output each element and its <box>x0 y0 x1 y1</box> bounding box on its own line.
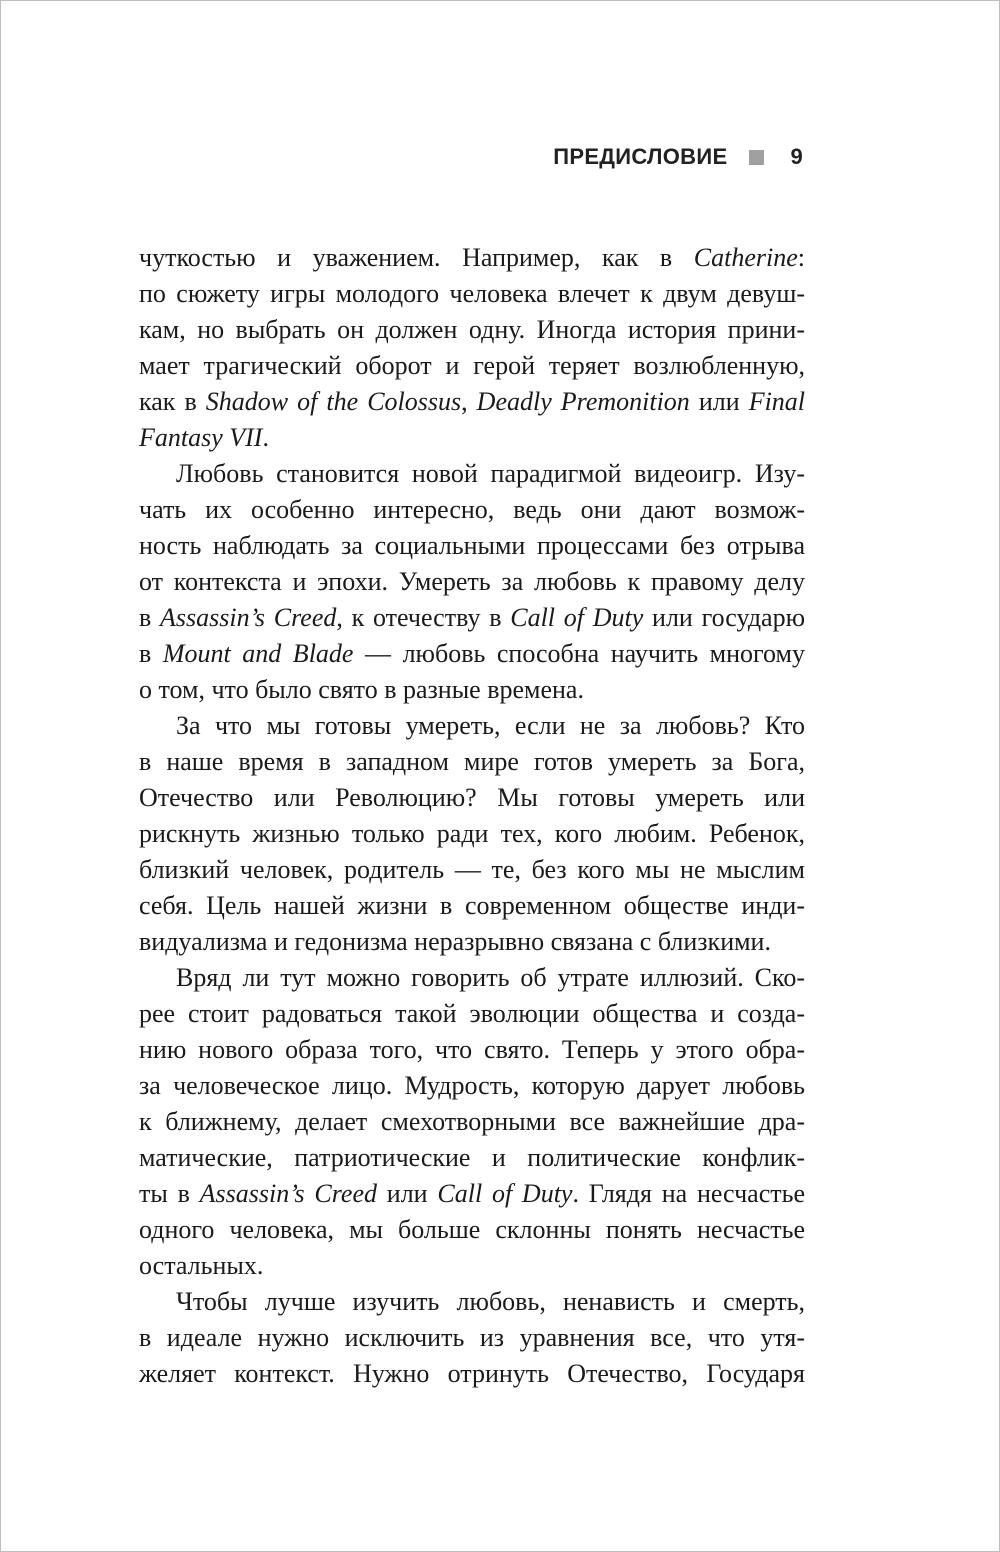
text-line <box>139 240 805 276</box>
italic-title: Fantasy VII <box>139 423 263 452</box>
text-run: Отечество или Революцию? Мы готовы умереть или <box>139 783 805 812</box>
text-line <box>139 996 805 1032</box>
text-run: чать их особенно интересно, ведь они дают возмож- <box>139 495 805 524</box>
text-line <box>139 960 805 996</box>
text-run: ты в <box>139 1179 200 1208</box>
text-line <box>139 1140 805 1176</box>
text-run: в идеале нужно исключить из уравнения все, что утя- <box>139 1323 805 1352</box>
text-run: или <box>689 387 749 416</box>
text-line <box>139 1212 805 1248</box>
text-run: , к отечеству в <box>336 603 511 632</box>
text-line <box>139 852 805 888</box>
text-line <box>139 528 805 564</box>
text-run: или <box>377 1179 438 1208</box>
text-run: одного человека, мы больше склонны понять несчастье <box>139 1215 805 1244</box>
text-line <box>139 636 805 672</box>
italic-title: Mount and Blade <box>162 639 354 668</box>
text-run: рее стоит радоваться такой эволюции общества и созда- <box>139 999 805 1028</box>
italic-title: Catherine <box>693 243 798 272</box>
text-line <box>139 312 805 348</box>
text-run: мает трагический оборот и герой теряет возлюбленную, <box>139 351 805 380</box>
text-line <box>139 672 805 708</box>
text-line <box>139 1032 805 1068</box>
paragraph <box>139 708 805 960</box>
text-line <box>139 348 805 384</box>
text-line <box>139 744 805 780</box>
italic-title: Assassin’s Creed <box>160 603 337 632</box>
text-line <box>139 1248 805 1284</box>
italic-title: Assassin’s Creed <box>199 1179 378 1208</box>
text-run: матические, патриотические и политические конфлик- <box>139 1143 805 1172</box>
text-run: себя. Цель нашей жизни в современном обществе инди- <box>139 891 805 920</box>
text-run: Любовь становится новой парадигмой видеоигр. Изу- <box>176 459 805 488</box>
text-line <box>139 1284 805 1320</box>
text-line <box>139 420 805 456</box>
text-line <box>139 1320 805 1356</box>
running-head <box>553 144 803 170</box>
italic-title: Deadly Premonition <box>476 387 690 416</box>
italic-title: Final <box>748 387 806 416</box>
paragraph <box>139 960 805 1284</box>
text-run: За что мы готовы умереть, если не за любовь? Кто <box>176 711 805 740</box>
text-run: , <box>461 387 477 416</box>
text-run: чуткостью и уважением. Например, как в <box>139 243 694 272</box>
page-number: 9 <box>790 144 803 169</box>
text-run: за человеческое лицо. Мудрость, которую дарует любовь <box>139 1071 805 1100</box>
chapter-title: ПРЕДИСЛОВИЕ <box>553 144 728 169</box>
text-run: остальных. <box>139 1251 264 1280</box>
text-run: : <box>797 243 805 272</box>
text-run: Чтобы лучше изучить любовь, ненависть и смерть, <box>176 1287 805 1316</box>
text-run: о том, что было свято в разные времена. <box>139 675 584 704</box>
text-run: . <box>262 423 269 452</box>
text-run: кам, но выбрать он должен одну. Иногда история прини- <box>139 315 805 344</box>
italic-title: Call of Duty <box>510 603 644 632</box>
paragraph <box>139 1284 805 1392</box>
text-line <box>139 456 805 492</box>
text-run: от контекста и эпохи. Умереть за любовь к правому делу <box>139 567 805 596</box>
text-run: по сюжету игры молодого человека влечет к двум девуш- <box>139 279 805 308</box>
text-run: как в <box>139 387 206 416</box>
text-line <box>139 384 805 420</box>
text-line <box>139 708 805 744</box>
text-run: в <box>139 603 161 632</box>
text-line <box>139 492 805 528</box>
text-run: ность наблюдать за социальными процессами без отрыва <box>139 531 805 560</box>
text-line <box>139 1068 805 1104</box>
paragraph <box>139 456 805 708</box>
paragraph <box>139 240 805 456</box>
text-run: близкий человек, родитель — те, без кого мы не мыслим <box>139 855 805 884</box>
text-run: или государю <box>643 603 806 632</box>
text-run: . Глядя на несчастье <box>572 1179 805 1208</box>
text-run: видуализма и гедонизма неразрывно связана с близкими. <box>139 927 771 956</box>
text-line <box>139 780 805 816</box>
text-line <box>139 1104 805 1140</box>
text-line <box>139 888 805 924</box>
text-run: желяет контекст. Нужно отринуть Отечество, Государя <box>139 1359 805 1388</box>
text-run: в наше время в западном мире готов умереть за Бога, <box>139 747 805 776</box>
text-run: к ближнему, делает смехотворными все важнейшие дра- <box>139 1107 805 1136</box>
text-run: Вряд ли тут можно говорить об утрате иллюзий. Ско- <box>176 963 805 992</box>
text-line <box>139 816 805 852</box>
italic-title: Call of Duty <box>437 1179 573 1208</box>
body-text <box>139 240 805 1392</box>
separator-square-icon <box>749 150 764 165</box>
text-run: нию нового образа того, что свято. Теперь у этого обра- <box>139 1035 805 1064</box>
text-run: в <box>139 639 163 668</box>
text-run: рискнуть жизнью только ради тех, кого любим. Ребенок, <box>139 819 805 848</box>
text-line <box>139 1176 805 1212</box>
text-line <box>139 564 805 600</box>
text-run: — любовь способна научить многому <box>353 639 805 668</box>
text-line <box>139 1356 805 1392</box>
text-line <box>139 276 805 312</box>
text-line <box>139 924 805 960</box>
text-line <box>139 600 805 636</box>
italic-title: Shadow of the Colossus <box>205 387 462 416</box>
